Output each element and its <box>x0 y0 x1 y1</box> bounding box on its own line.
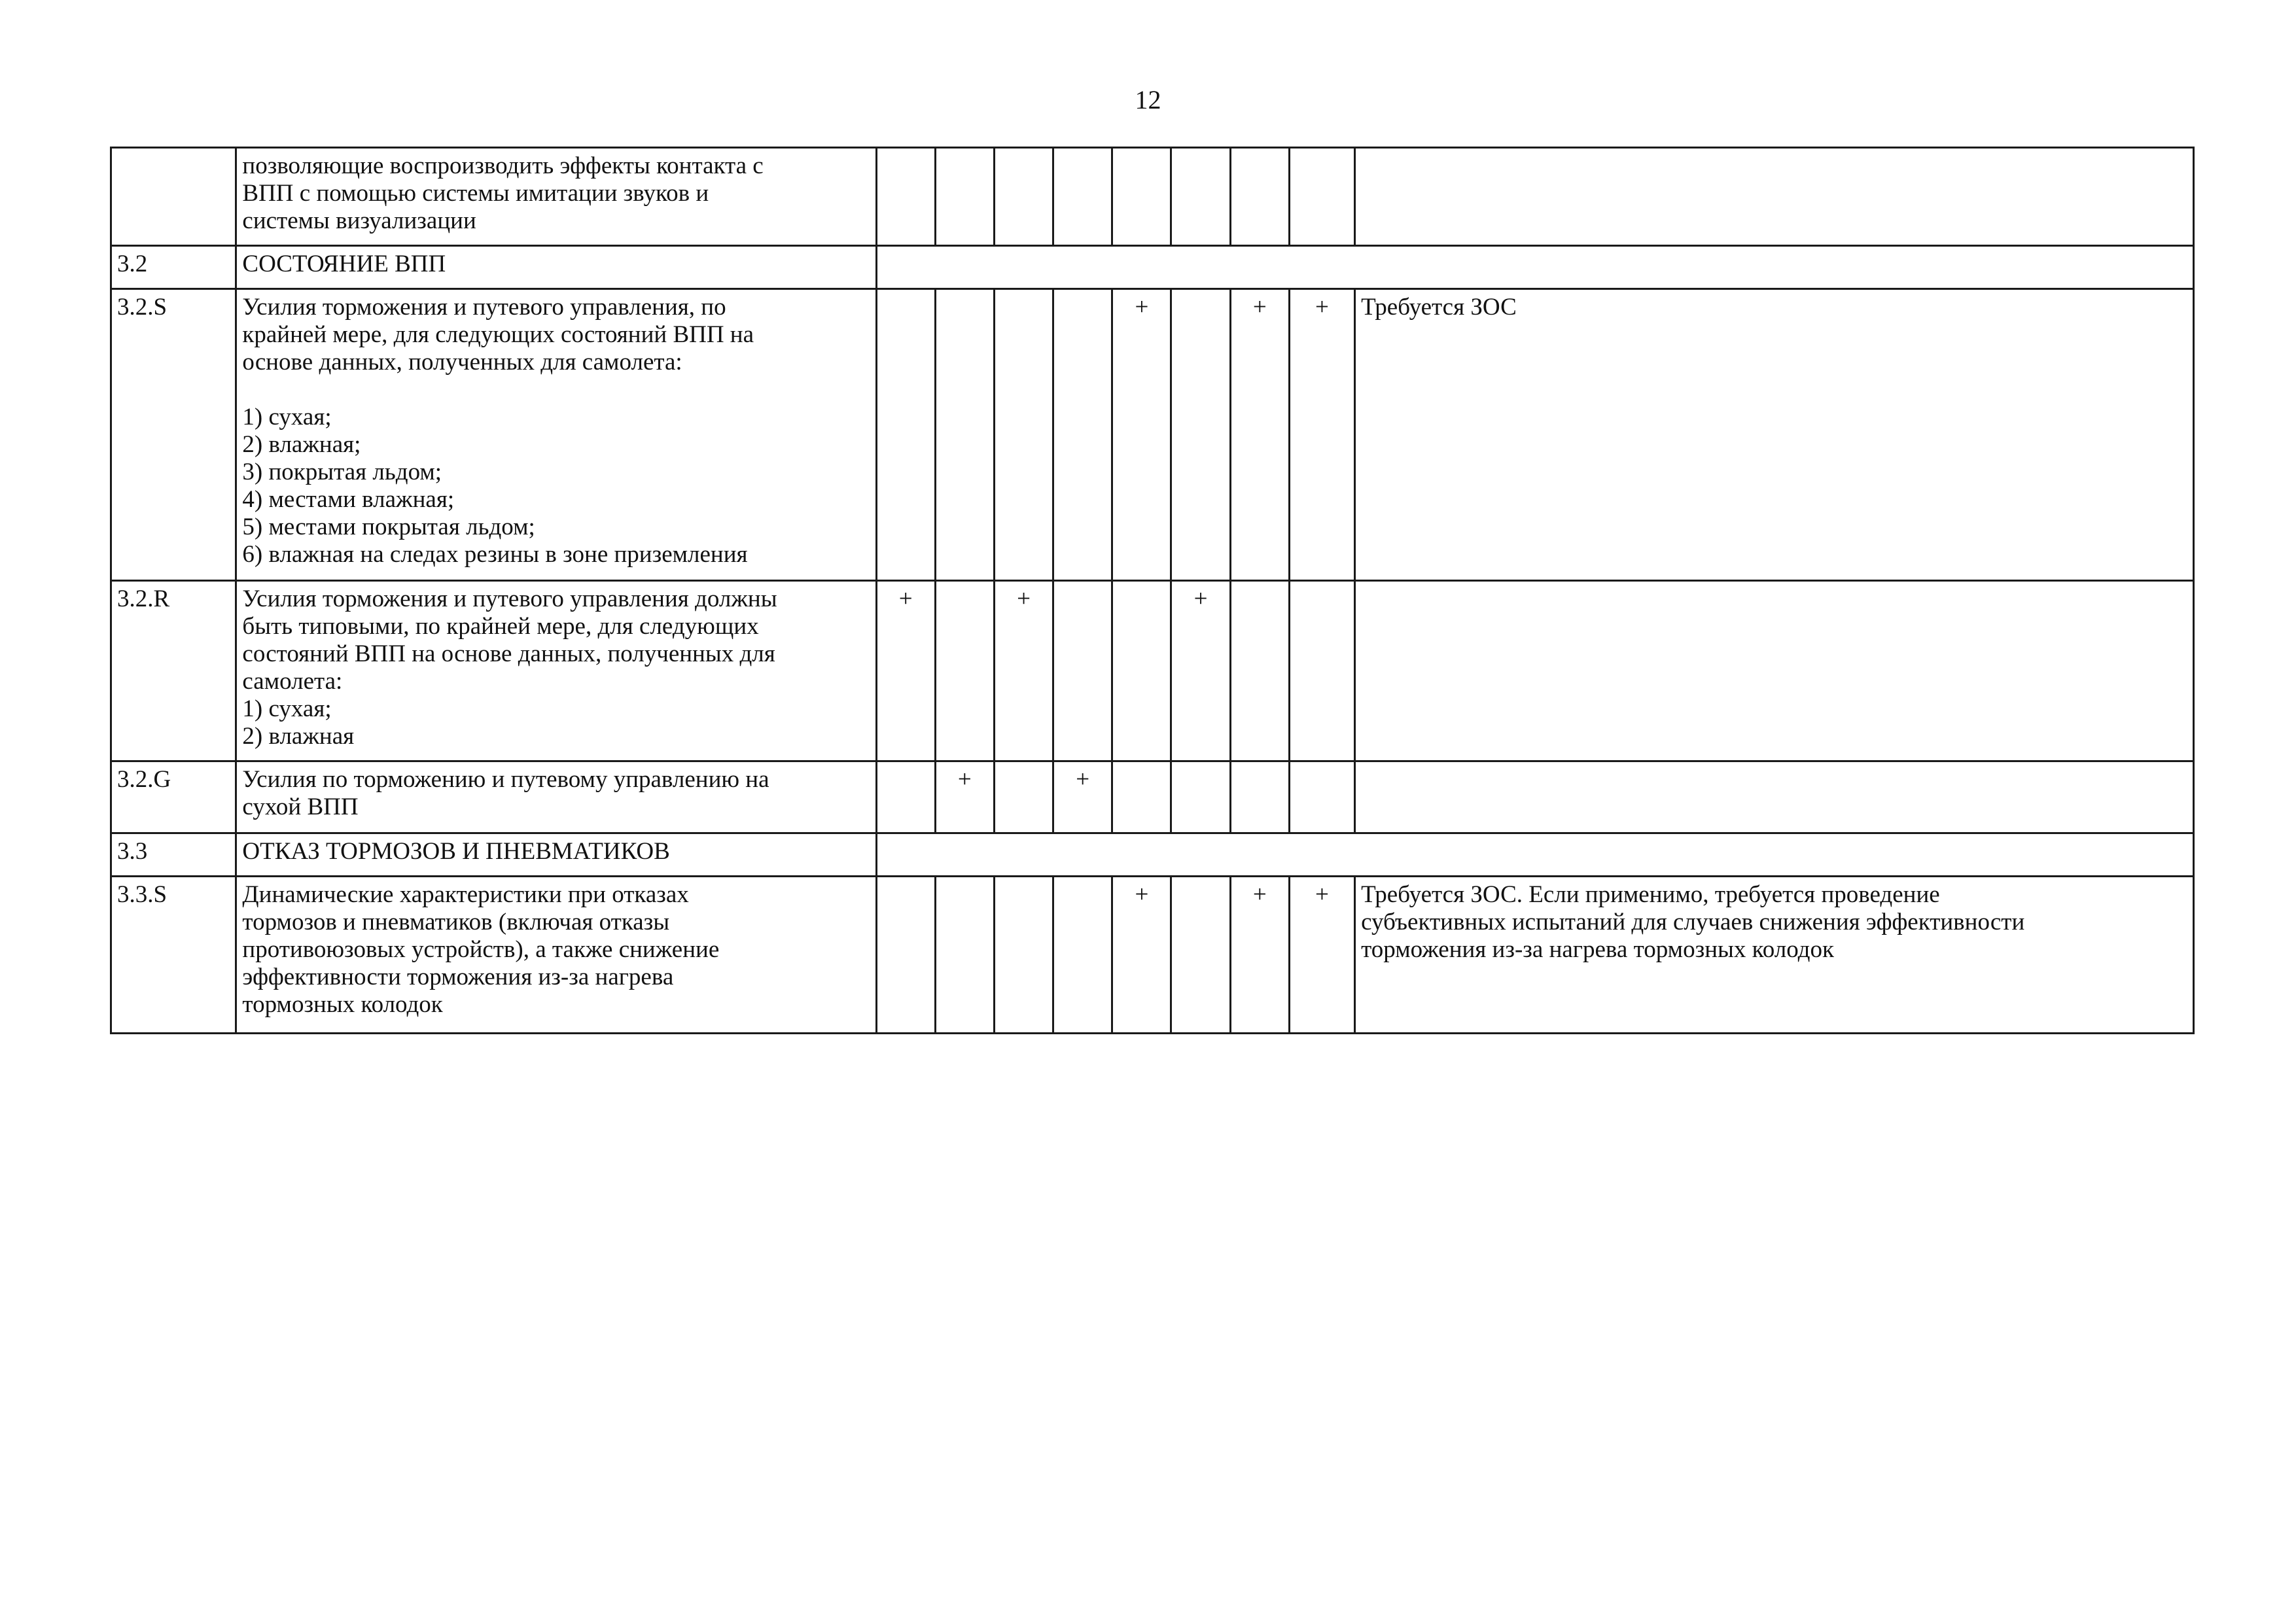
applicability-mark <box>876 148 935 246</box>
section-empty-cell <box>876 833 2193 877</box>
applicability-mark <box>935 289 994 581</box>
note-line: Требуется ЗОС. Если применимо, требуется проведение <box>1361 881 1940 908</box>
applicability-mark <box>1171 148 1230 246</box>
applicability-mark <box>1171 761 1230 833</box>
item-description-cell <box>236 289 876 581</box>
applicability-mark <box>1112 148 1171 246</box>
applicability-mark <box>876 289 935 581</box>
applicability-mark <box>1053 148 1112 246</box>
table-row <box>111 289 2194 581</box>
applicability-mark <box>1230 581 1289 761</box>
table-row <box>111 581 2194 761</box>
applicability-mark <box>1053 289 1112 581</box>
applicability-mark: + <box>994 581 1053 761</box>
applicability-mark: + <box>1171 581 1230 761</box>
description-line: Усилия торможения и путевого управления должны <box>242 585 777 612</box>
list-item: 5) местами покрытая льдом; <box>242 514 535 540</box>
description-line: ВПП с помощью системы имитации звуков и <box>242 180 709 207</box>
description-line: противоюзовых устройств), а также снижение <box>242 936 720 963</box>
page-number: 12 <box>1135 85 1161 114</box>
list-item: 2) влажная <box>242 723 355 750</box>
applicability-mark: + <box>1289 289 1354 581</box>
description-line: системы визуализации <box>242 207 476 234</box>
item-number-cell: 3.2.S <box>111 289 236 581</box>
description-line: сухой ВПП <box>242 794 359 820</box>
list-item: 3) покрытая льдом; <box>242 459 442 485</box>
list-item: 1) сухая; <box>242 695 332 722</box>
note-line: торможения из-за нагрева тормозных колодок <box>1361 936 1834 963</box>
list-item: 4) местами влажная; <box>242 486 455 513</box>
description-line: тормозов и пневматиков (включая отказы <box>242 909 670 935</box>
applicability-mark <box>1053 581 1112 761</box>
description-line: крайней мере, для следующих состояний ВПП на <box>242 321 754 348</box>
applicability-mark: + <box>1289 877 1354 1034</box>
item-number-cell <box>111 148 236 246</box>
table-row <box>111 877 2194 1034</box>
applicability-mark <box>994 148 1053 246</box>
applicability-mark <box>876 877 935 1034</box>
item-description-cell <box>236 581 876 761</box>
applicability-mark <box>994 761 1053 833</box>
applicability-mark <box>1289 148 1354 246</box>
applicability-mark <box>1112 581 1171 761</box>
applicability-mark <box>1289 761 1354 833</box>
blank-line <box>242 376 870 404</box>
applicability-mark: + <box>1230 877 1289 1034</box>
description-line: быть типовыми, по крайней мере, для следующих <box>242 613 759 640</box>
applicability-mark <box>1230 761 1289 833</box>
description-line: эффективности торможения из-за нагрева <box>242 964 674 990</box>
note-cell <box>1355 877 2194 1034</box>
note-cell <box>1355 148 2194 246</box>
applicability-mark <box>1112 761 1171 833</box>
description-line: тормозных колодок <box>242 991 443 1018</box>
applicability-mark <box>994 289 1053 581</box>
applicability-mark <box>1230 148 1289 246</box>
description-line: состояний ВПП на основе данных, полученных для <box>242 640 775 667</box>
description-line: Динамические характеристики при отказах <box>242 881 689 908</box>
item-description-cell <box>236 761 876 833</box>
item-number-cell: 3.3.S <box>111 877 236 1034</box>
list-item: 1) сухая; <box>242 404 332 430</box>
description-line: основе данных, полученных для самолета: <box>242 349 682 375</box>
section-header-row <box>111 246 2194 289</box>
applicability-mark: + <box>1053 761 1112 833</box>
description-line: позволяющие воспроизводить эффекты контакта с <box>242 152 764 179</box>
note-line: субъективных испытаний для случаев снижения эффективности <box>1361 909 2025 935</box>
note-cell <box>1355 581 2194 761</box>
section-title-cell: СОСТОЯНИЕ ВПП <box>236 246 876 289</box>
applicability-mark <box>1171 877 1230 1034</box>
section-number-cell: 3.3 <box>111 833 236 877</box>
description-line: самолета: <box>242 668 343 695</box>
section-header-row <box>111 833 2194 877</box>
applicability-mark <box>994 877 1053 1034</box>
applicability-mark: + <box>876 581 935 761</box>
item-number-cell: 3.2.G <box>111 761 236 833</box>
table-row <box>111 148 2194 246</box>
applicability-mark <box>876 761 935 833</box>
applicability-mark <box>935 148 994 246</box>
applicability-mark <box>935 581 994 761</box>
list-item: 2) влажная; <box>242 431 361 458</box>
applicability-mark: + <box>935 761 994 833</box>
description-line: Усилия по торможению и путевому управлению на <box>242 766 769 793</box>
section-empty-cell <box>876 246 2193 289</box>
applicability-mark <box>935 877 994 1034</box>
description-line: Усилия торможения и путевого управления, по <box>242 294 726 321</box>
list-item: 6) влажная на следах резины в зоне приземления <box>242 541 748 568</box>
applicability-mark: + <box>1112 289 1171 581</box>
requirements-table <box>110 147 2195 1034</box>
item-number-cell: 3.2.R <box>111 581 236 761</box>
note-cell: Требуется ЗОС <box>1355 289 2194 581</box>
section-title-cell: ОТКАЗ ТОРМОЗОВ И ПНЕВМАТИКОВ <box>236 833 876 877</box>
note-cell <box>1355 761 2194 833</box>
section-number-cell: 3.2 <box>111 246 236 289</box>
item-description-cell <box>236 877 876 1034</box>
applicability-mark <box>1171 289 1230 581</box>
table-row <box>111 761 2194 833</box>
applicability-mark <box>1289 581 1354 761</box>
applicability-mark: + <box>1112 877 1171 1034</box>
item-description-cell <box>236 148 876 246</box>
applicability-mark <box>1053 877 1112 1034</box>
applicability-mark: + <box>1230 289 1289 581</box>
